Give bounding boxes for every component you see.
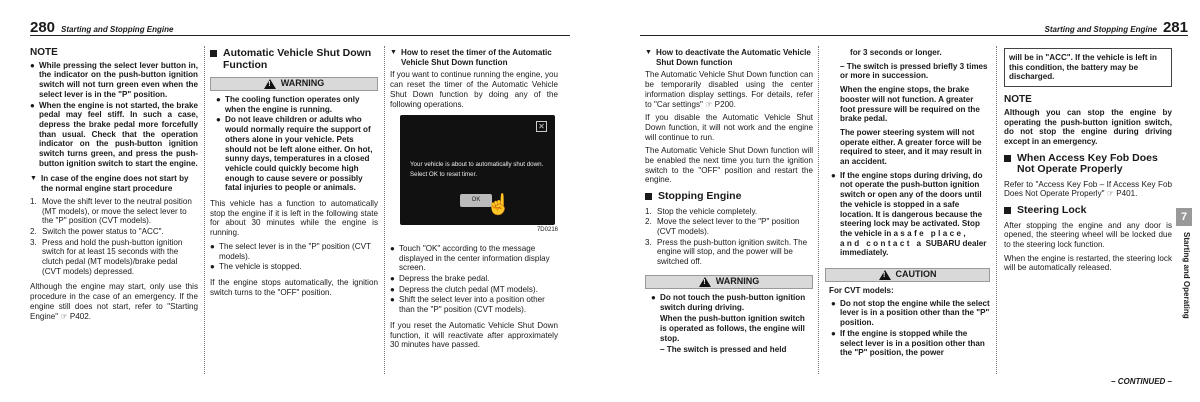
condition-item: ● The select lever is in the "P" position (CVT models). [210,241,371,261]
left-col-2 [210,48,378,301]
warning-icon [264,79,276,89]
body-text: The Automatic Vehicle Shut Down function can be temporarily disabled using the center information display settings. For details, refer to "Car settings" ☞ P200. [645,70,813,109]
step-item: 3. Press the push-button ignition switch. The engine will stop, and the power will be switched off. [645,237,808,267]
reset-bullet: ● Depress the brake pedal. [390,274,490,284]
caution-for: For CVT models: [829,286,894,296]
left-col-1 [30,48,198,325]
figure-code: 7D0216 [536,227,558,234]
body-text: The Automatic Vehicle Shut Down function will be enabled the next time you turn the ignition switch to the "OFF" position and restart the engine. [645,146,813,185]
body-text: If you disable the Automatic Vehicle Shut Down function, it will not work and the engine will continue to run. [645,113,813,142]
column-divider [996,46,997,374]
sub-heading: ▼ How to deactivate the Automatic Vehicle Shut Down function [645,48,811,67]
step-item: 2. Move the select lever to the "P" position (CVT models). [645,217,800,237]
caution-bullet: ● If the engine is stopped while the select lever is in a position other than the "P" position, the power [831,328,985,358]
note-bullet: ● When the engine is not started, the brake pedal may feel stiff. In such a case, depress the brake pedal more forcefully than usual. Check that the operation indicator on the push-button ignition switch turns green, and press the push-button ignition switch to start the engine. [30,100,198,168]
page-number: 281 [1162,19,1188,36]
note-text: Although you can stop the engine by operating the push-button ignition switch, do not stop the engine during driving except in an emergency. [1004,107,1172,146]
warning-dash: – The switch is pressed and held [660,345,787,355]
step-item: 1. Stop the vehicle completely. [645,206,758,216]
chapter-tab: 7 [1176,208,1192,226]
square-bullet-icon [1004,155,1011,162]
left-page-header [30,18,570,36]
warning-icon [879,270,891,280]
caution-banner: ! CAUTION [825,268,990,282]
close-icon: ✕ [536,121,547,132]
closing-text: If you reset the Automatic Vehicle Shut Down function, it will reactivate after approximately 30 minutes have passed. [390,320,558,350]
column-divider [384,46,385,374]
screen-message-line1: Your vehicle is about to automatically shut down. [410,161,544,169]
screen-message-line2: Select OK to reset timer. [410,171,478,179]
step-item: 1. Move the shift lever to the neutral position (MT models), or move the select lever to the "P" position (CVT models). [30,196,192,226]
intro-text: If you want to continue running the engine, you can reset the timer of the Automatic Vehicle Shut Down function by doing any of the following operations. [390,70,558,109]
body-text: After stopping the engine and any door is opened, the steering wheel will be locked due to the steering lock function. [1004,220,1172,249]
right-col-2 [825,48,990,359]
closing-text: If the engine stops automatically, the ignition switch turns to the "OFF" position. [210,277,378,297]
warning-bullet: ● Do not touch the push-button ignition switch during driving. [651,292,806,312]
intro-text: This vehicle has a function to automatically stop the engine if it is left in the following state for about 30 minutes while the engine is running. [210,199,378,238]
right-col-3 [1004,48,1172,277]
header-title: Starting and Stopping Engine [61,25,174,34]
warning-bullet: ● The cooling function operates only when the engine is running. [216,95,360,114]
continued-label: – CONTINUED – [1111,377,1172,386]
section-title: Stopping Engine [645,191,813,203]
note-title: NOTE [30,47,58,58]
warning-follow: When the push-button ignition switch is operated as follows, the engine will stop. [660,314,805,343]
left-col-3 [390,48,558,354]
triangle-down-icon: ▼ [390,49,397,56]
square-bullet-icon [645,193,652,200]
warning-dash: – The switch is pressed briefly 3 times or more in succession. [840,61,988,81]
chapter-tab-label: Starting and Operating [1182,232,1191,319]
body-text: When the engine is restarted, the steering lock will be automatically released. [1004,253,1172,273]
reset-bullet: ● Touch "OK" according to the message displayed in the center information display screen. [390,243,550,273]
caution-cont-box: will be in "ACC". If the vehicle is left in this condition, the battery may be discharged. [1004,48,1172,87]
column-divider [204,46,205,374]
reset-bullet: ● Shift the select lever into a position other than the "P" position (CVT models). [390,295,545,315]
sub-heading: ▼ How to reset the timer of the Automatic Vehicle Shut Down function [390,48,552,67]
step-item: 3. Press and hold the push-button ignition switch for at least 15 seconds with the clutch pedal (MT models)/brake pedal (CVT models) depressed. [30,237,183,276]
column-divider [818,46,819,374]
display-screen-figure [400,115,555,225]
triangle-down-icon: ▼ [30,175,37,183]
note-title: NOTE [1004,94,1032,106]
right-page [600,0,1200,402]
closing-text: Although the engine may start, only use this procedure in the case of an emergency. If the engine still does not start, refer to "Starting Engine" ☞ P402. [30,282,198,321]
section-title: Automatic Vehicle Shut Down Function [210,48,378,71]
section-title: When Access Key Fob Does Not Operate Properly [1004,153,1172,176]
sub-heading: ▼ In case of the engine does not start by the normal engine start procedure [30,174,189,194]
caution-bullet: ● Do not stop the engine while the select lever is in a position other than the "P" position. [831,298,990,328]
step-item: 2. Switch the power status to "ACC". [30,226,164,236]
section-title: Steering Lock [1004,205,1172,217]
warning-para: When the engine stops, the brake booster will not function. A greater foot pressure will be required on the brake pedal. [840,85,980,124]
warning-icon [699,277,711,287]
warning-para: The power steering system will not operate either. A greater force will be required to steer, and it may result in an accident. [840,127,982,167]
reset-bullet: ● Depress the clutch pedal (MT models). [390,284,538,294]
warning-bullet: ● Do not leave children or adults who would normally require the support of others alone in your vehicle. Pets should not be left alone either. On hot, sunny days, temperatures in a closed vehicle could quickly become high enough to cause severe or possibly fatal injuries to people or animals. [216,115,373,193]
warning-bullet: ● If the engine stops during driving, do not operate the push-button ignition switch or open any of the doors until the vehicle is stopped in a safe location. It is dangerous because the steering lock may be activated. Stop the vehicle in a safe place, and contact a SUBARU dealer immediately. [831,170,987,258]
body-text: Refer to "Access Key Fob – If Access Key Fob Does Not Operate Properly" ☞ P401. [1004,179,1172,199]
warning-cont: for 3 seconds or longer. [850,48,942,57]
header-title: Starting and Stopping Engine [1044,25,1157,34]
triangle-down-icon: ▼ [645,49,652,56]
screen-ok-button: OK [460,194,492,207]
warning-banner: ! WARNING [210,77,378,91]
right-page-header [640,18,1188,36]
pointing-hand-icon: ☝ [486,194,511,217]
square-bullet-icon [210,50,217,57]
note-bullet: ● While pressing the select lever button in, the indicator on the push-button ignition switch will not turn green even when the select lever is in the "P" position. [30,60,198,99]
warning-banner: ! WARNING [645,275,813,289]
condition-item: ● The vehicle is stopped. [210,262,302,272]
square-bullet-icon [1004,207,1011,214]
page-number: 280 [30,19,56,36]
right-col-1 [645,48,813,355]
